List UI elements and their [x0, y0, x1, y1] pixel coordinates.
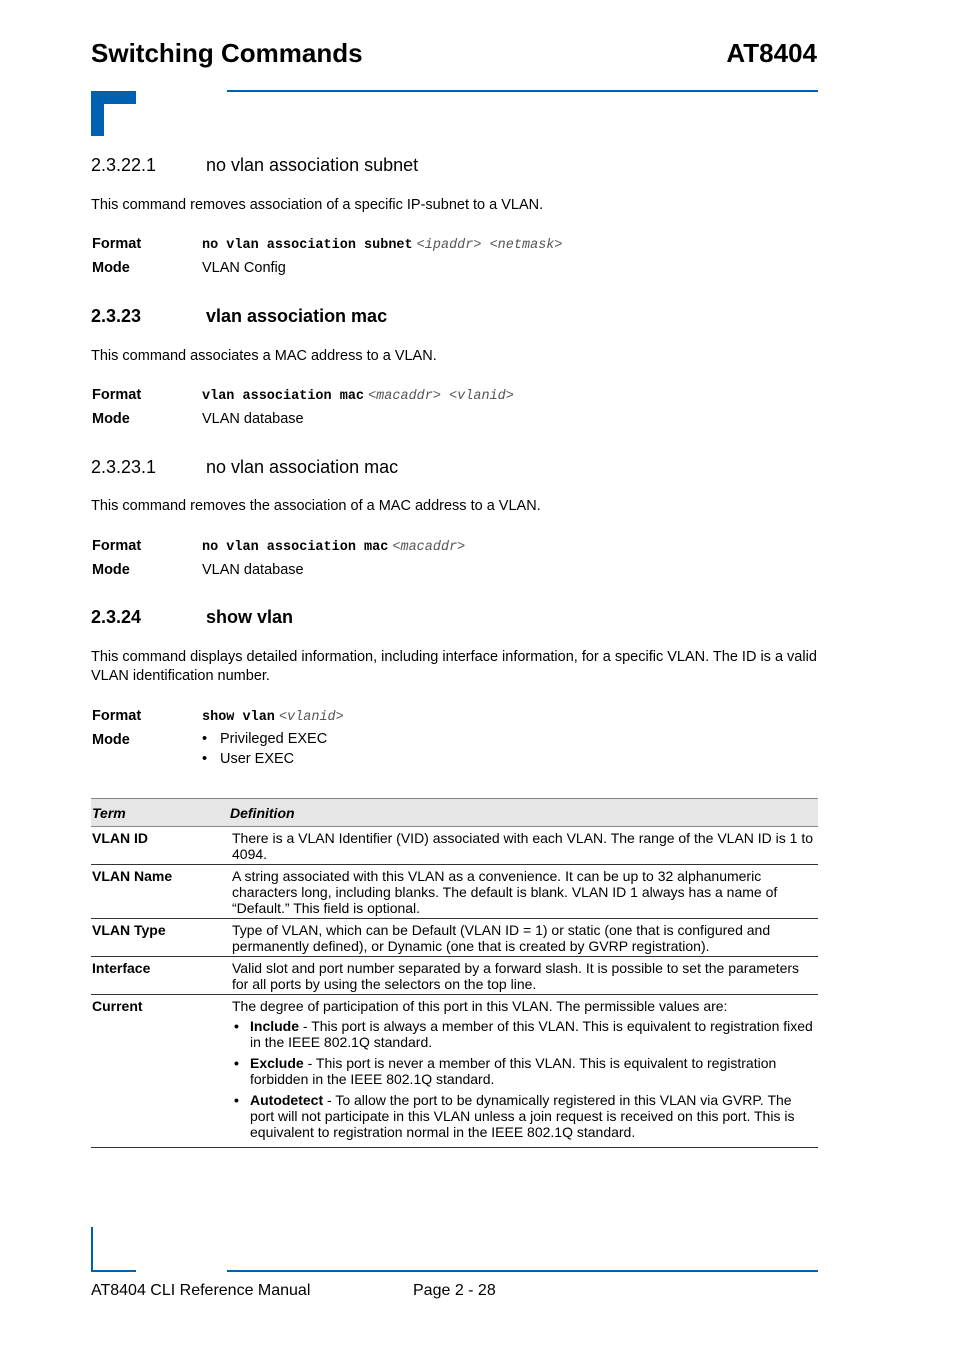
format-syntax [202, 235, 563, 255]
format-syntax [202, 707, 344, 727]
term-cell: VLAN Type [91, 919, 228, 957]
table-row [91, 865, 818, 919]
section-number: 2.3.22.1 [91, 155, 157, 175]
format-args: <ipaddr> <netmask> [416, 238, 563, 253]
format-command: vlan association mac [202, 389, 365, 404]
mode-label: Mode [92, 562, 130, 578]
value-list-item [232, 1055, 814, 1087]
format-syntax [202, 386, 514, 406]
footer-corner-mark [91, 1270, 136, 1272]
mode-value: VLAN database [202, 562, 304, 578]
table-row [91, 919, 818, 957]
mode-value: VLAN Config [202, 260, 286, 276]
footer-corner-mark [91, 1227, 93, 1272]
section-description: This command displays detailed information, including interface information, for a specific VLAN. The ID is a valid VLAN identification number. [91, 649, 817, 684]
format-label: Format [92, 708, 142, 724]
header-rule [227, 90, 818, 92]
mode-label: Mode [92, 732, 130, 748]
section-title: no vlan association mac [206, 457, 399, 477]
column-header-term: Term [91, 799, 228, 827]
section-number: 2.3.24 [91, 607, 142, 627]
value-text: - This port is always a member of this VLAN. This is equivalent to registration fixed in the IEEE 802.1Q standard. [250, 1018, 813, 1050]
value-name: Include [250, 1018, 300, 1034]
format-syntax [202, 537, 465, 557]
value-list [232, 1018, 814, 1140]
section-title: vlan association mac [206, 306, 388, 326]
format-command: no vlan association mac [202, 540, 389, 555]
table-row [91, 995, 818, 1148]
term-cell: VLAN Name [91, 865, 228, 919]
section-title: show vlan [206, 607, 294, 627]
value-text: - This port is never a member of this VLAN. This is equivalent to registration forbidden in the IEEE 802.1Q standard. [250, 1055, 777, 1087]
format-label: Format [92, 236, 142, 252]
footer-page-number: Page 2 - 28 [413, 1282, 496, 1299]
table-row [91, 957, 818, 995]
column-header-definition: Definition [228, 799, 818, 827]
term-cell: Current [91, 995, 228, 1148]
definition-cell [228, 995, 818, 1148]
mode-label: Mode [92, 260, 130, 276]
section-description: This command removes association of a specific IP-subnet to a VLAN. [91, 197, 544, 213]
section-number: 2.3.23.1 [91, 457, 157, 477]
section-description: This command associates a MAC address to a VLAN. [91, 348, 437, 364]
bullet-icon: • [234, 1055, 239, 1071]
mode-list [202, 729, 327, 769]
bullet-icon: • [202, 731, 208, 747]
mode-list-item [202, 749, 327, 769]
mode-list-item [202, 729, 327, 749]
section-description: This command removes the association of a MAC address to a VLAN. [91, 498, 541, 514]
mode-label: Mode [92, 411, 130, 427]
format-label: Format [92, 387, 142, 403]
format-command: show vlan [202, 710, 275, 725]
mode-value: VLAN database [202, 411, 304, 427]
term-cell: VLAN ID [91, 827, 228, 865]
header-product: AT8404 [726, 38, 817, 68]
definition-table [91, 798, 818, 1148]
section-title: no vlan association subnet [206, 155, 419, 175]
definition-cell: There is a VLAN Identifier (VID) associated with each VLAN. The range of the VLAN ID is 1 to 4094. [228, 827, 818, 865]
value-list-item [232, 1018, 814, 1050]
format-command: no vlan association subnet [202, 238, 413, 253]
format-args: <vlanid> [278, 710, 344, 725]
value-list-item [232, 1092, 814, 1140]
footer-manual-title: AT8404 CLI Reference Manual [91, 1282, 311, 1299]
format-label: Format [92, 538, 142, 554]
mode-value: Privileged EXEC [220, 731, 328, 747]
definition-cell: Type of VLAN, which can be Default (VLAN ID = 1) or static (one that is configured and permanently defined), or Dynamic (one that is created by GVRP registration). [228, 919, 818, 957]
format-args: <macaddr> [392, 540, 466, 555]
table-row [91, 827, 818, 865]
bullet-icon: • [234, 1018, 239, 1034]
definition-text: The degree of participation of this port in this VLAN. The permissible values are: [232, 998, 728, 1014]
header-title: Switching Commands [91, 38, 363, 68]
table-header-row [91, 799, 818, 827]
definition-cell: A string associated with this VLAN as a convenience. It can be up to 32 alphanumeric characters long, including blanks. The default is blank. VLAN ID 1 always has a name of “Default.” This field is optional. [228, 865, 818, 919]
format-args: <macaddr> <vlanid> [368, 389, 514, 404]
value-name: Exclude [250, 1055, 304, 1071]
value-text: - To allow the port to be dynamically registered in this VLAN via GVRP. The port will not participate in this VLAN unless a join request is received on this port. This is equivalent to registration normal in the IEEE 802.1Q standard. [250, 1092, 795, 1140]
section-number: 2.3.23 [91, 306, 142, 326]
bullet-icon: • [202, 751, 208, 767]
value-name: Autodetect [250, 1092, 324, 1108]
corner-mark [91, 91, 136, 104]
term-cell: Interface [91, 957, 228, 995]
definition-cell: Valid slot and port number separated by a forward slash. It is possible to set the parameters for all ports by using the selectors on the top line. [228, 957, 818, 995]
bullet-icon: • [234, 1092, 239, 1108]
footer-rule [227, 1270, 818, 1272]
mode-value: User EXEC [220, 751, 295, 767]
